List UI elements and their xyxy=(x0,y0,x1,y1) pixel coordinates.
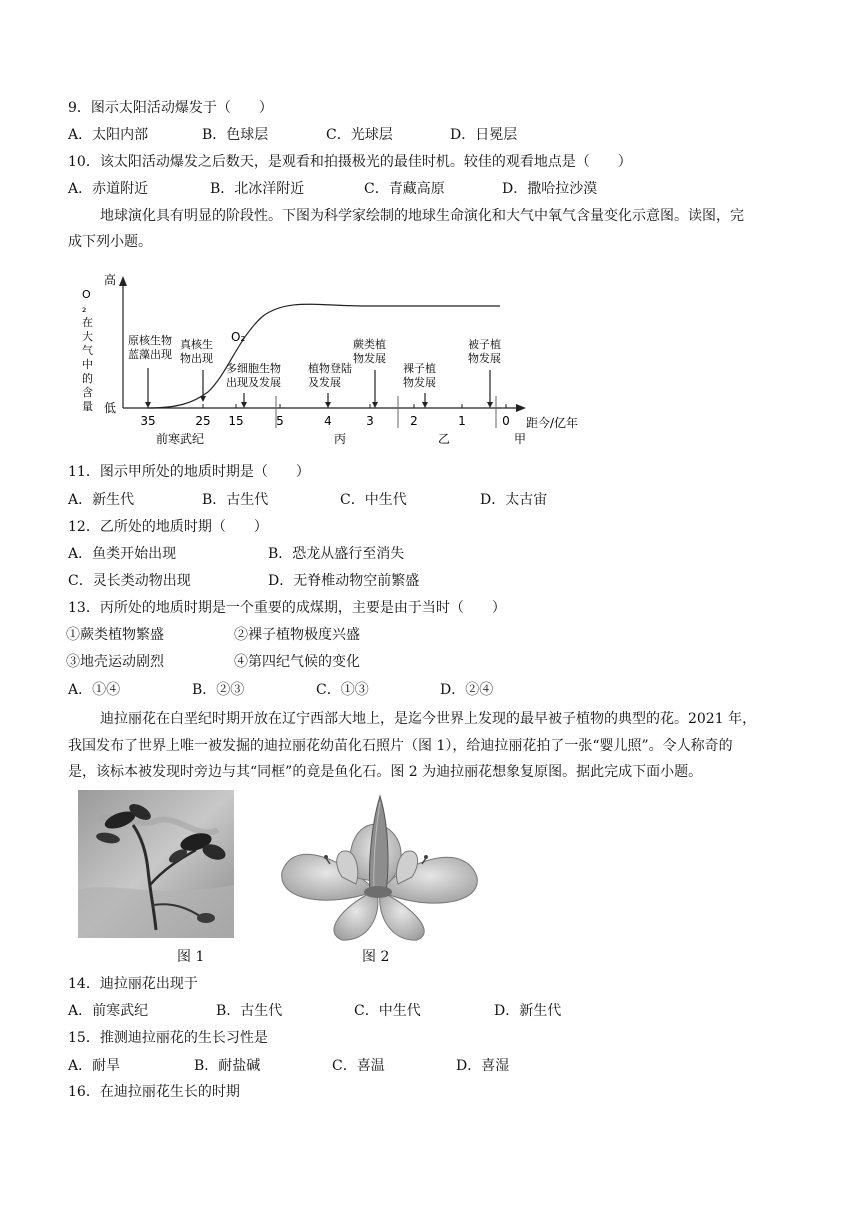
event-arrowhead-4 xyxy=(372,402,378,408)
q11-option-c: C．中生代 xyxy=(340,492,407,508)
q13-option-d: D．②④ xyxy=(440,682,494,698)
q15-option-a: A．耐旱 xyxy=(68,1058,121,1074)
q10-stem: 10．该太阳活动爆发之后数天，是观看和拍摄极光的最佳时机。较佳的观看地点是（ ） xyxy=(68,154,632,170)
event-annotations xyxy=(128,333,501,408)
event-arrowhead-1 xyxy=(200,396,206,402)
q9-option-a: A．太阳内部 xyxy=(68,127,149,143)
intro2-line2: 我国发布了世界上唯一被发掘的迪拉丽花幼苗化石照片（图 1），给迪拉丽花拍了一张“婴儿照”。令人称奇的 xyxy=(68,738,733,754)
intro1-line1: 地球演化具有明显的阶段性。下图为科学家绘制的地球生命演化和大气中氧气含量变化示意图。读图，完 xyxy=(100,208,744,224)
q13-stem: 13．丙所处的地质时期是一个重要的成煤期，主要是由于当时（ ） xyxy=(68,600,506,616)
q13-item-1: ①蕨类植物繁盛 xyxy=(66,627,164,643)
tick-label-0: 0 xyxy=(502,414,510,428)
q9-option-c: C．光球层 xyxy=(326,127,393,143)
tick-label-15: 15 xyxy=(228,414,244,428)
q15-option-b: B．耐盐碱 xyxy=(194,1058,261,1074)
q13-item-4: ④第四纪气候的变化 xyxy=(234,654,360,670)
intro1-line2: 成下列小题。 xyxy=(68,234,152,250)
q10-option-a: A．赤道附近 xyxy=(68,181,149,197)
event-arrowhead-6 xyxy=(487,402,493,408)
q12-option-a: A．鱼类开始出现 xyxy=(68,546,177,562)
event-label-0: 原核生物蓝藻出现 xyxy=(128,334,172,361)
q10-option-c: C．青藏高原 xyxy=(364,181,445,197)
q9-option-d: D．日冕层 xyxy=(450,127,518,143)
q14-option-b: B．古生代 xyxy=(216,1003,283,1019)
q12-option-d: D．无脊椎动物空前繁盛 xyxy=(268,573,420,589)
q11-option-b: B．古生代 xyxy=(202,492,269,508)
event-label-3: 植物登陆及发展 xyxy=(308,362,352,389)
q10-option-d: D．撒哈拉沙漠 xyxy=(502,181,598,197)
q11-option-a: A．新生代 xyxy=(68,492,135,508)
q15-option-c: C．喜温 xyxy=(332,1058,385,1074)
y-low-label: 低 xyxy=(104,401,117,415)
q11-stem: 11．图示甲所处的地质时期是（ ） xyxy=(68,464,310,480)
event-arrowhead-5 xyxy=(422,402,428,408)
q15-stem: 15．推测迪拉丽花的生长习性是 xyxy=(68,1030,268,1046)
q16-stem: 16．在迪拉丽花生长的时期 xyxy=(68,1084,240,1100)
era-label-1: 丙 xyxy=(333,432,347,446)
q12-stem: 12．乙所处的地质时期（ ） xyxy=(68,519,268,535)
q14-option-a: A．前寒武纪 xyxy=(68,1003,149,1019)
q14-option-d: D．新生代 xyxy=(494,1003,562,1019)
era-label-0: 前寒武纪 xyxy=(155,432,205,446)
q10-option-b: B．北冰洋附近 xyxy=(210,181,305,197)
era-labels xyxy=(156,431,526,446)
fig1-caption: 图 1 xyxy=(177,949,205,965)
q9-option-b: B．色球层 xyxy=(202,127,269,143)
tick-label-35: 35 xyxy=(140,414,156,428)
era-label-3: 甲 xyxy=(513,432,527,446)
tick-label-1: 1 xyxy=(458,414,466,428)
q14-option-c: C．中生代 xyxy=(354,1003,421,1019)
q12-option-b: B．恐龙从盛行至消失 xyxy=(268,546,405,562)
q9-stem: 9．图示太阳活动爆发于（ ） xyxy=(68,100,273,116)
event-label-1: 真核生物出现 xyxy=(180,338,213,365)
tick-label-25: 25 xyxy=(195,414,211,428)
oxygen-evolution-chart xyxy=(68,268,579,448)
tick-label-2: 2 xyxy=(410,414,418,428)
tick-label-5: 5 xyxy=(276,414,284,428)
event-arrowhead-2 xyxy=(241,402,247,408)
y-axis-label xyxy=(82,288,93,413)
q13-item-3: ③地壳运动剧烈 xyxy=(66,654,164,670)
intro2-line1: 迪拉丽花在白垩纪时期开放在辽宁西部大地上，是迄今世界上发现的最早被子植物的典型的花。2021 年， xyxy=(100,711,757,727)
fossil-photo xyxy=(78,790,234,938)
q12-option-c: C．灵长类动物出现 xyxy=(68,573,191,589)
event-label-5: 裸子植物发展 xyxy=(403,362,436,389)
q14-stem: 14．迪拉丽花出现于 xyxy=(68,976,198,992)
event-arrowhead-3 xyxy=(325,402,331,408)
intro2-line3: 是，该标本被发现时旁边与其“同框”的竟是鱼化石。图 2 为迪拉丽花想象复原图。据此完成下面小题。 xyxy=(68,764,703,780)
tick-label-4: 4 xyxy=(324,414,332,428)
event-label-2: 多细胞生物出现及发展 xyxy=(226,362,281,389)
event-label-6: 被子植物发展 xyxy=(468,338,501,365)
y-high-label: 高 xyxy=(104,273,117,287)
event-arrowhead-0 xyxy=(145,402,151,408)
curve-label: O₂ xyxy=(231,330,246,344)
event-label-4: 蕨类植物发展 xyxy=(353,338,386,365)
q13-option-c: C．①③ xyxy=(316,682,369,698)
q15-option-d: D．喜湿 xyxy=(456,1058,510,1074)
x-axis-label: 距今/亿年 xyxy=(526,416,579,430)
y-axis-label-text: O ₂ 在大气中的含量 xyxy=(82,288,93,413)
era-label-2: 乙 xyxy=(437,432,451,446)
fig2-caption: 图 2 xyxy=(362,949,390,965)
q11-option-d: D．太古宙 xyxy=(480,492,548,508)
q13-option-b: B．②③ xyxy=(192,682,245,698)
q13-item-2: ②裸子植物极度兴盛 xyxy=(234,627,360,643)
tick-label-3: 3 xyxy=(366,414,374,428)
flower-reconstruction xyxy=(272,792,482,942)
q13-option-a: A．①④ xyxy=(68,682,121,698)
